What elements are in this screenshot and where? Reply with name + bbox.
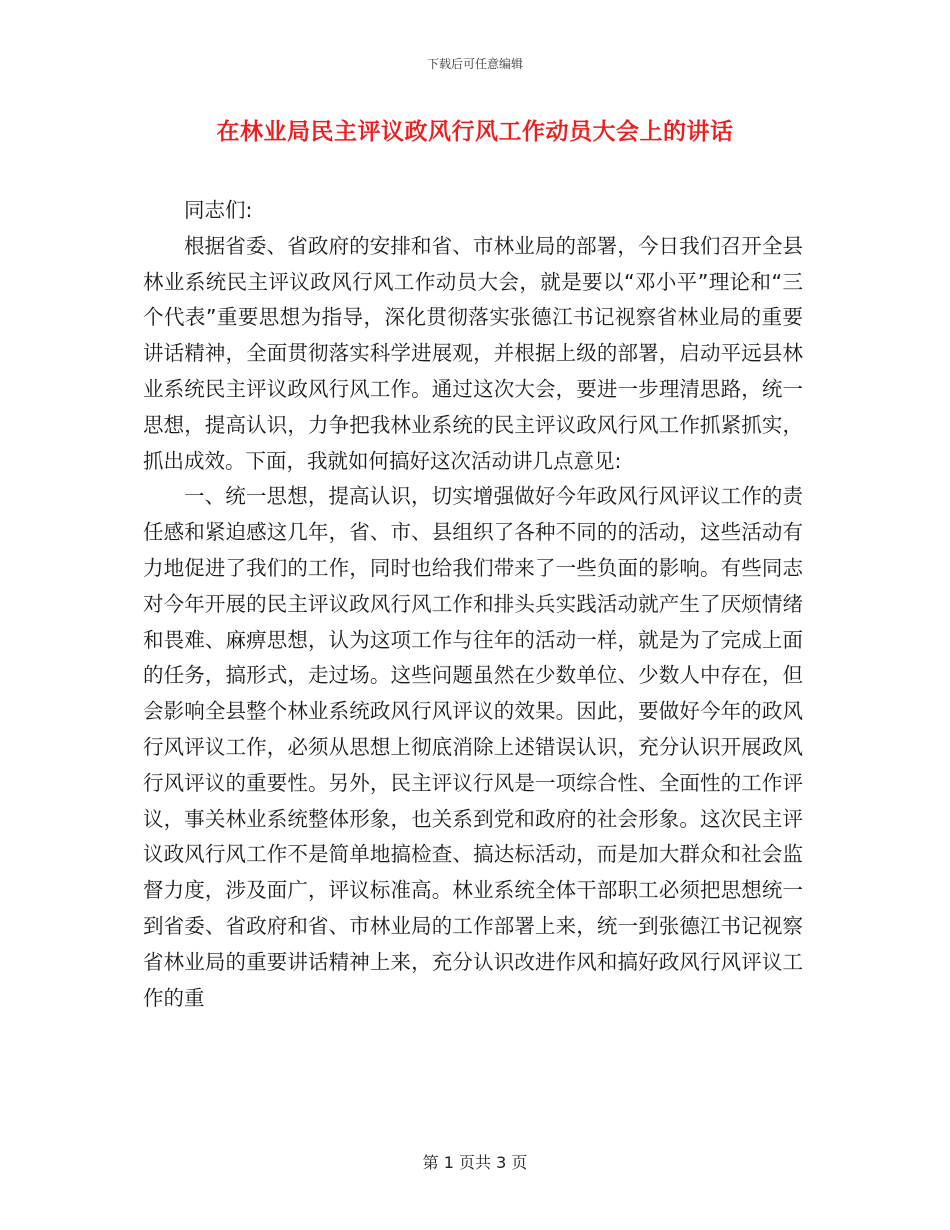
page-footer: 第 1 页共 3 页 (422, 1153, 528, 1172)
document-title: 在林业局民主评议政风行风工作动员大会上的讲话 (216, 119, 734, 145)
body-paragraph: 根据省委、省政府的安排和省、市林业局的部署，今日我们召开全县林业系统民主评议政风行风工作动员大会，就是要以“邓小平”理论和“三个代表”重要思想为指导，深化贯彻落实张德江书记视察省林业局的重要讲话精神，全面贯彻落实科学进展观，并根据上级的部署，启动平远县林业系统民主评议政风行风工作。通过这次大会，要进一步理清思路，统一思想，提高认识，力争把我林业系统的民主评议政风行风工作抓紧抓实，抓出成效。下面，我就如何搞好这次活动讲几点意见: (143, 233, 803, 473)
header-note: 下载后可任意编辑 (426, 57, 523, 71)
salutation-paragraph: 同志们: (184, 198, 253, 222)
document-body (143, 193, 803, 1016)
body-paragraph: 一、统一思想，提高认识，切实增强做好今年政风行风评议工作的责任感和紧迫感这几年，省、市、县组织了各种不同的的活动，这些活动有力地促进了我们的工作，同时也给我们带来了一些负面的影响。有些同志对今年开展的民主评议政风行风工作和排头兵实践活动就产生了厌烦情绪和畏难、麻痹思想，认为这项工作与往年的活动一样，就是为了完成上面的任务，搞形式，走过场。这些问题虽然在少数单位、少数人中存在，但会影响全县整个林业系统政风行风评议的效果。因此，要做好今年的政风行风评议工作，必须从思想上彻底消除上述错误认识，充分认识开展政风行风评议的重要性。另外，民主评议行风是一项综合性、全面性的工作评议，事关林业系统整体形象，也关系到党和政府的社会形象。这次民主评议政风行风工作不是简单地搞检查、搞达标活动，而是加大群众和社会监督力度，涉及面广，评议标准高。林业系统全体干部职工必须把思想统一到省委、省政府和省、市林业局的工作部署上来，统一到张德江书记视察省林业局的重要讲话精神上来，充分认识改进作风和搞好政风行风评议工作的重 (143, 484, 803, 1010)
